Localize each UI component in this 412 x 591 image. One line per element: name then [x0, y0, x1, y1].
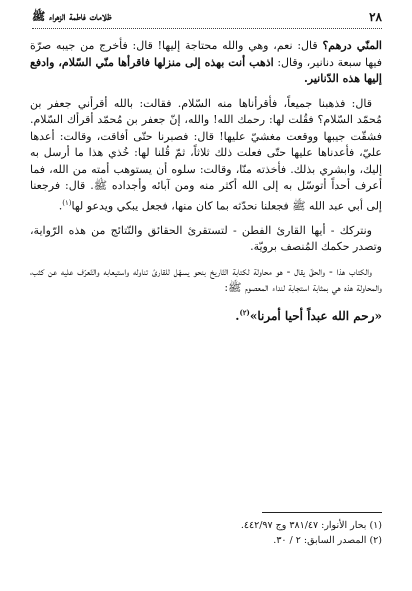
paragraph-2-tail: .	[58, 199, 63, 213]
paragraph-2-text: قال: فذهبنا جميعاً، فأقرأناها منه السّلام. فقالت: بالله أقرأني جعفر بن مُحمّد السّلام؟ فقُلت لها: رحمك الله! والله، إنّ جعفر بن مُحمّد أقرأك السّلام. فشقّت جيبها ووقعت مغشيّ عليها! قال: فصبرنا حتّى أفاقت، وقالت: أعدها عليّ، فأعدناها عليها حتّى فعلت ذلك ثلاثاً، ثمّ قُلنا لها: خُذي هذا ما أرسل به إليك، وابشري بذلك. فأخذته منّا، وقالت: سلوه أن يستوهب أمته من الله، فما أعرف أحداً أتوسّل به إلى الله أكثر منه ومن آبائه وأجداده ﷺ. قال: فرجعنا إلى أبي عبد الله ﷺ فجعلنا نحدّثه بما كان منها، فجعل يبكي ويدعو لها	[30, 96, 382, 213]
closing-quote-text: «رحم الله عبداً أحيا أمرنا»	[249, 308, 382, 323]
bold-question: المنّي درهم؟	[322, 39, 382, 52]
running-title: ظلامات فاطمة الزهراء ﷺ	[32, 10, 112, 23]
paragraph-3	[30, 223, 382, 256]
footnote-2: (٢) المصدر السابق: ٢ / ٣٠.	[273, 535, 382, 546]
paragraph-3-text: ونتركك - أيها القارئ الفطن - لتستقرئ الحقائق والنّتائج من هذه الرّواية، وتصدر حكمك المُنصف برويّة.	[30, 223, 382, 254]
footnote-1: (١) بحار الأنوار: ٣٨١/٤٧ وج ٤٤٢/٩٧.	[240, 520, 382, 531]
paragraph-1-text: قال: نعم، وهي والله محتاجة إليها! قال: فأخرج من جيبه صرّة فيها سبعة دنانير، وقال:	[30, 39, 382, 69]
footnote-ref-2[interactable]: (٢)	[239, 307, 250, 317]
paragraph-2	[30, 96, 382, 215]
footnote-divider	[262, 512, 382, 513]
footnote-ref-1[interactable]: (١)	[62, 198, 72, 207]
closing-quote-tail: .	[235, 308, 240, 323]
body-text	[30, 38, 382, 324]
page-number: ٢٨	[369, 10, 382, 24]
footnotes	[30, 518, 382, 548]
paragraph-4-text: والكتاب هذا - والحقّ يقال - هو محاولة لكتابة التّاريخ بنحو يسهّل للقارئ تناوله واستيعابه والتّعرّف عليه عن كثب، والمحاولة هذه هي بمثابة استجابة لنداء المعصوم ﷺ:	[30, 264, 382, 295]
paragraph-1	[30, 38, 382, 88]
paragraph-4	[30, 264, 382, 297]
closing-quote	[30, 305, 382, 325]
bold-instruction: اذهب أنت بهذه إلى منزلها فاقرأها منّي السّلام، وادفع إليها هذه الدّنانير.	[30, 55, 382, 85]
page-header	[32, 10, 382, 29]
